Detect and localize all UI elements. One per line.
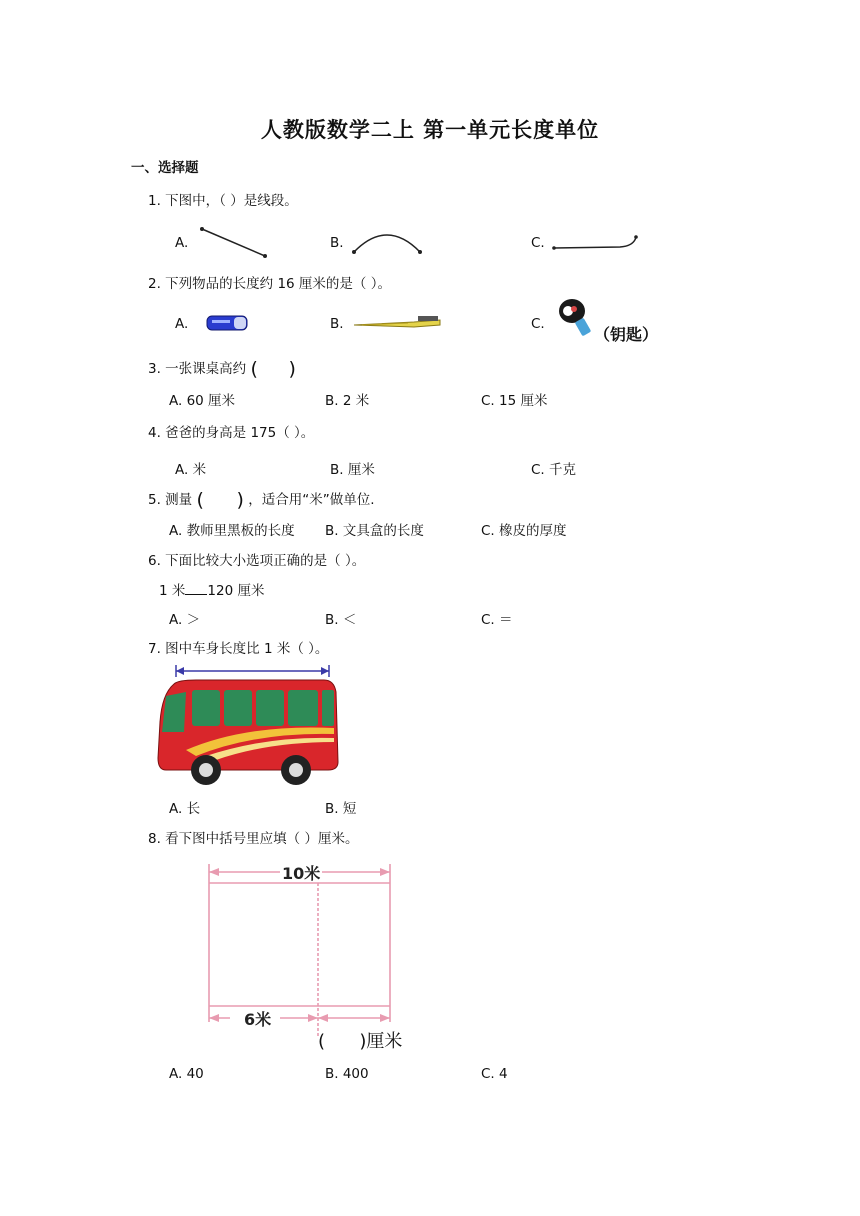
q8-option-c: C. 4	[481, 1066, 508, 1082]
key-caption: （钥匙）	[594, 325, 659, 344]
q3-paren-open: (	[250, 358, 258, 380]
q5-option-a: A. 教师里黑板的长度	[169, 523, 295, 539]
question-6-stem: 6. 下面比较大小选项正确的是（ ）。	[148, 553, 366, 569]
q6-option-a: A. ＞	[169, 612, 201, 628]
q2-option-a-label: A.	[175, 316, 189, 332]
q4-option-b: B. 厘米	[330, 462, 375, 478]
q6-option-c: C. ＝	[481, 612, 513, 628]
q5-option-c: C. 橡皮的厚度	[481, 523, 567, 539]
question-4-stem: 4. 爸爸的身高是 175（ ）。	[148, 425, 315, 441]
section-heading: 一、选择题	[131, 160, 199, 176]
q1-option-b-label: B.	[330, 235, 344, 251]
question-1-stem: 1. 下图中，（ ）是线段。	[148, 193, 298, 209]
question-2-stem: 2. 下列物品的长度约 16 厘米的是（ ）。	[148, 276, 391, 292]
bus-image	[156, 662, 342, 788]
q3-option-b: B. 2 米	[325, 393, 370, 409]
q4-option-c: C. 千克	[531, 462, 577, 478]
line-segment-figure	[198, 225, 270, 260]
question-5-stem	[148, 488, 374, 511]
q3-option-a: A. 60 厘米	[169, 393, 236, 409]
q5-stem-pre: 5. 测量	[148, 492, 193, 508]
diagram-answer-label: ( )厘米	[318, 1031, 403, 1052]
q6-comparison	[159, 579, 264, 599]
toothbrush-image	[352, 314, 442, 332]
q2-option-c-label: C.	[531, 316, 545, 332]
q2-option-b-label: B.	[330, 316, 344, 332]
q5-option-b: B. 文具盒的长度	[325, 523, 424, 539]
arc-figure	[350, 228, 425, 256]
diagram-bottom-label: 6米	[244, 1010, 272, 1029]
question-3-stem	[148, 357, 296, 380]
q8-option-a: A. 40	[169, 1066, 204, 1082]
q3-paren-close: )	[288, 358, 296, 380]
q7-option-a: A. 长	[169, 801, 201, 817]
q8-option-b: B. 400	[325, 1066, 369, 1082]
q6-option-b: B. ＜	[325, 612, 357, 628]
q3-stem-text: 3. 一张课桌高约	[148, 361, 247, 377]
q1-option-c-label: C.	[531, 235, 545, 251]
q4-option-a: A. 米	[175, 462, 207, 478]
page-title: 人教版数学二上 第一单元长度单位	[260, 118, 600, 142]
q6-compare-right: 120 厘米	[207, 583, 265, 599]
curve-figure	[550, 233, 642, 255]
diagram-top-label: 10米	[282, 864, 321, 883]
key-image	[552, 297, 592, 339]
q3-option-c: C. 15 厘米	[481, 393, 548, 409]
q5-paren-close: )	[236, 489, 244, 511]
q5-stem-post: ，适合用“米”做单位.	[248, 492, 375, 508]
eraser-image	[204, 311, 250, 335]
question-7-stem: 7. 图中车身长度比 1 米（ ）。	[148, 641, 329, 657]
q6-compare-left: 1 米	[159, 583, 186, 599]
q1-option-a-label: A.	[175, 235, 189, 251]
question-8-stem: 8. 看下图中括号里应填（ ）厘米。	[148, 831, 359, 847]
q7-option-b: B. 短	[325, 801, 357, 817]
q6-blank	[185, 582, 207, 595]
q5-paren-open: (	[196, 489, 204, 511]
